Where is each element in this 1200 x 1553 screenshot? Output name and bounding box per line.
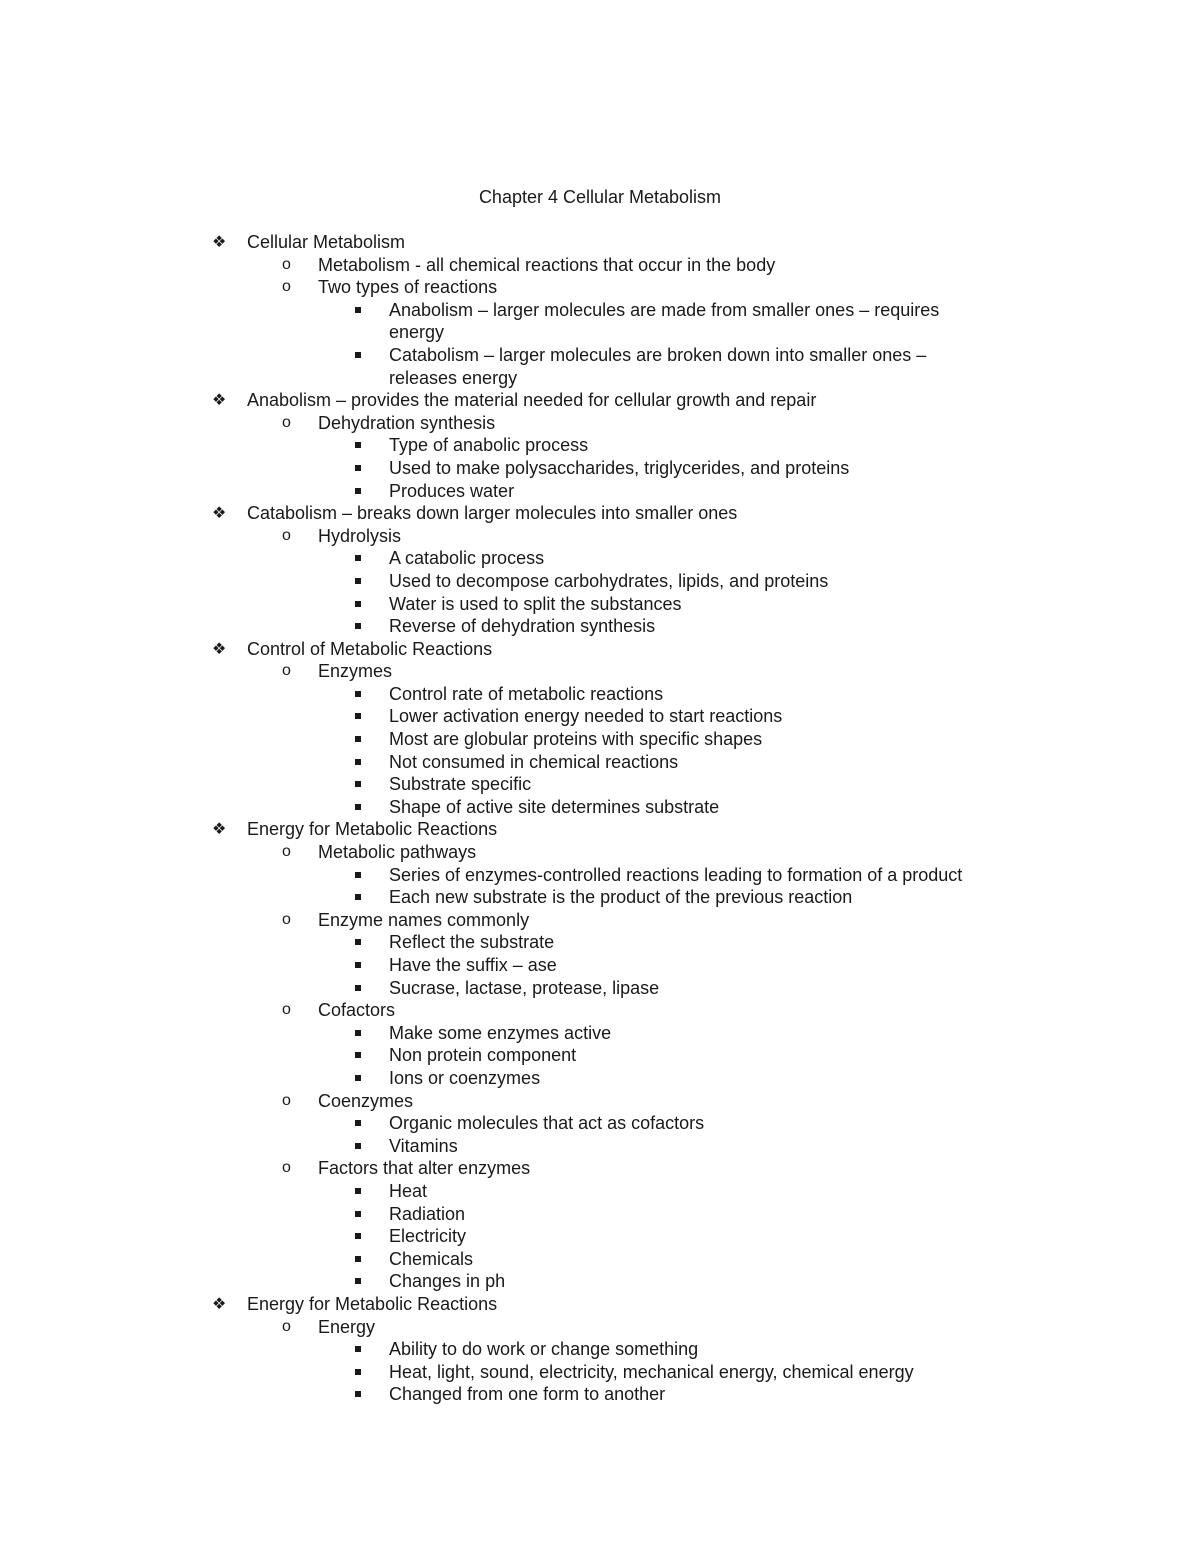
outline-item-text: Used to decompose carbohydrates, lipids, and proteins [389,570,829,591]
outline-item-text: Control of Metabolic Reactions [247,638,493,659]
outline-item-level-1 [0,638,1200,661]
square-bullet-icon [355,713,361,719]
outline-item-text: Ability to do work or change something [389,1339,699,1360]
circle-bullet-icon: o [282,843,291,861]
outline-item-text: Radiation [389,1203,466,1224]
outline-item-text: Substrate specific [389,774,532,795]
page-title: Chapter 4 Cellular Metabolism [478,187,722,207]
outline-item-text: A catabolic process [389,548,545,569]
diamond-bullet-icon: ❖ [212,638,227,658]
outline-item-text: Two types of reactions [318,277,498,298]
square-bullet-icon [355,736,361,742]
outline-item-level-3 [0,1225,1200,1248]
square-bullet-icon [355,962,361,968]
outline-item-text: Metabolic pathways [318,842,477,863]
outline-item-level-3 [0,751,1200,774]
outline-item-level-3 [0,1112,1200,1135]
outline-item-level-2 [0,841,1200,864]
outline-item-level-3 [0,705,1200,728]
outline-item-level-3 [0,1248,1200,1271]
square-bullet-icon [355,601,361,607]
circle-bullet-icon: o [282,278,291,296]
outline-item-text: Enzyme names commonly [318,909,530,930]
outline-item-text: Energy for Metabolic Reactions [247,819,498,840]
outline-item-text: Sucrase, lactase, protease, lipase [389,977,660,998]
outline-item-text: Most are globular proteins with specific shapes [389,729,763,750]
square-bullet-icon [355,1120,361,1126]
outline-item-level-3 [0,547,1200,570]
outline-item-text: Cellular Metabolism [247,232,406,252]
square-bullet-icon [355,623,361,629]
circle-bullet-icon: o [282,255,291,273]
square-bullet-icon [355,1346,361,1352]
outline-item-text: Anabolism – provides the material needed for cellular growth and repair [247,390,817,411]
square-bullet-icon [355,555,361,561]
square-bullet-icon [355,307,361,313]
diamond-bullet-icon: ❖ [212,232,227,251]
outline-item-text: Make some enzymes active [389,1022,612,1043]
square-bullet-icon [355,578,361,584]
square-bullet-icon [355,1075,361,1081]
square-bullet-icon [355,1391,361,1397]
outline-item-level-3 [0,344,1200,389]
outline-item-level-2 [0,254,1200,277]
outline-item-text: Energy [318,1316,376,1337]
outline-item-level-3 [0,570,1200,593]
outline-item-level-3 [0,773,1200,796]
outline-item-text: Chemicals [389,1248,474,1269]
outline-item-text: Changes in ph [389,1271,506,1292]
square-bullet-icon [355,352,361,358]
square-bullet-icon [355,1278,361,1284]
outline-item-text: Ions or coenzymes [389,1067,541,1088]
outline-item-text: Coenzymes [318,1090,414,1111]
circle-bullet-icon: o [282,526,291,544]
square-bullet-icon [355,804,361,810]
outline-item-text: Heat, light, sound, electricity, mechanical energy, chemical energy [389,1361,914,1382]
diamond-bullet-icon: ❖ [212,1293,227,1313]
square-bullet-icon [355,1256,361,1262]
outline-item-level-3 [0,1135,1200,1158]
outline-item-text: Dehydration synthesis [318,412,496,433]
outline-item-level-3 [0,1180,1200,1203]
circle-bullet-icon: o [282,910,291,928]
square-bullet-icon [355,488,361,494]
diamond-bullet-icon: ❖ [212,819,227,839]
outline-item-text: Organic molecules that act as cofactors [389,1113,705,1134]
outline-item-level-3 [0,728,1200,751]
outline-item-text: Catabolism – larger molecules are broken down into smaller ones – releases energy [389,344,927,388]
circle-bullet-icon: o [282,1091,291,1109]
outline-item-level-2 [0,1316,1200,1339]
outline-item-level-3 [0,1022,1200,1045]
outline-item-level-2 [0,525,1200,548]
outline-item-text: Control rate of metabolic reactions [389,683,664,704]
outline-item-text: Each new substrate is the product of the previous reaction [389,887,853,908]
outline-item-level-1 [0,818,1200,841]
square-bullet-icon [355,939,361,945]
square-bullet-icon [355,1233,361,1239]
outline-item-level-2 [0,1157,1200,1180]
circle-bullet-icon: o [282,1317,291,1335]
outline-item-level-3 [0,1203,1200,1226]
outline-item-text: Changed from one form to another [389,1384,666,1405]
outline-item-text: Produces water [389,480,515,501]
outline-item-text: Water is used to split the substances [389,593,682,614]
square-bullet-icon [355,781,361,787]
outline-item-text: Metabolism - all chemical reactions that occur in the body [318,254,776,275]
outline-item-level-1 [0,231,1200,254]
diamond-bullet-icon: ❖ [212,503,227,523]
square-bullet-icon [355,465,361,471]
outline-item-level-3 [0,1067,1200,1090]
square-bullet-icon [355,985,361,991]
circle-bullet-icon: o [282,662,291,680]
outline-item-level-3 [0,434,1200,457]
outline-item-level-1 [0,389,1200,412]
outline-item-text: Energy for Metabolic Reactions [247,1293,498,1314]
outline-item-text: Anabolism – larger molecules are made from smaller ones – requires energy [389,299,940,343]
outline-item-text: Cofactors [318,1000,396,1021]
outline-item-text: Non protein component [389,1045,577,1066]
circle-bullet-icon: o [282,413,291,431]
square-bullet-icon [355,442,361,448]
outline-item-text: Lower activation energy needed to start reactions [389,706,783,727]
outline-item-level-2 [0,276,1200,299]
outline-item-level-2 [0,909,1200,932]
outline-item-level-3 [0,1383,1200,1406]
outline-item-level-1 [0,1293,1200,1316]
outline-item-level-3 [0,1270,1200,1293]
square-bullet-icon [355,1188,361,1194]
outline-item-level-3 [0,480,1200,503]
outline-item-level-3 [0,864,1200,887]
outline-item-level-3 [0,457,1200,480]
outline-item-level-3 [0,299,1200,344]
square-bullet-icon [355,691,361,697]
diamond-bullet-icon: ❖ [212,390,227,410]
outline-item-level-3 [0,954,1200,977]
outline-item-text: Type of anabolic process [389,435,589,456]
outline-item-text: Reflect the substrate [389,932,555,953]
outline-item-level-2 [0,999,1200,1022]
outline-item-text: Shape of active site determines substrate [389,796,720,817]
square-bullet-icon [355,1052,361,1058]
outline-item-text: Enzymes [318,661,393,682]
outline-item-level-2 [0,1090,1200,1113]
outline-item-level-2 [0,412,1200,435]
square-bullet-icon [355,759,361,765]
outline-item-text: Not consumed in chemical reactions [389,751,679,772]
square-bullet-icon [355,872,361,878]
outline-item-level-3 [0,615,1200,638]
outline-item-level-3 [0,796,1200,819]
outline-item-level-3 [0,1044,1200,1067]
square-bullet-icon [355,894,361,900]
outline-item-level-3 [0,977,1200,1000]
outline-item-level-2 [0,660,1200,683]
outline-item-text: Factors that alter enzymes [318,1158,531,1179]
outline-item-level-1 [0,502,1200,525]
circle-bullet-icon: o [282,1001,291,1019]
outline-item-text: Catabolism – breaks down larger molecules into smaller ones [247,503,738,524]
outline-item-text: Used to make polysaccharides, triglycerides, and proteins [389,457,850,478]
square-bullet-icon [355,1211,361,1217]
outline-item-text: Have the suffix – ase [389,955,557,975]
outline-item-text: Reverse of dehydration synthesis [389,616,656,637]
outline-list [0,231,1200,1406]
outline-item-level-3 [0,1338,1200,1361]
circle-bullet-icon: o [282,1159,291,1177]
outline-item-level-3 [0,1361,1200,1384]
outline-item-text: Vitamins [389,1135,458,1156]
outline-item-level-3 [0,931,1200,954]
outline-item-level-3 [0,683,1200,706]
square-bullet-icon [355,1369,361,1375]
outline-item-level-3 [0,886,1200,909]
outline-item-level-3 [0,593,1200,616]
outline-item-text: Hydrolysis [318,525,402,546]
outline-item-text: Heat [389,1180,428,1201]
outline-item-text: Electricity [389,1226,467,1247]
outline-item-text: Series of enzymes-controlled reactions leading to formation of a product [389,864,963,885]
square-bullet-icon [355,1030,361,1036]
square-bullet-icon [355,1143,361,1149]
